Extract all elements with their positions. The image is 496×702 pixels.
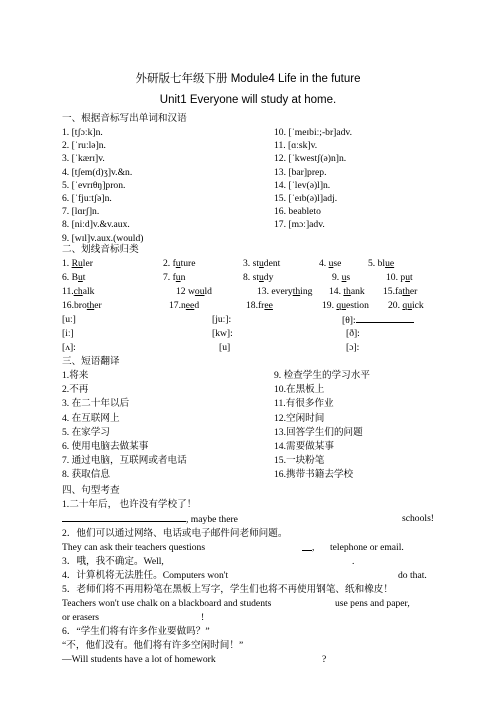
s2-word: 3. student bbox=[243, 258, 281, 269]
q6-english-end: ? bbox=[322, 654, 327, 665]
phonetic-item: 11. [ɑːsk]v. bbox=[274, 140, 318, 152]
section3-row bbox=[0, 454, 496, 468]
s2-word: 11.chalk bbox=[62, 286, 95, 297]
q2-chinese: 2．他们可以通过网络、电话或电子邮件问老师问题。 bbox=[62, 528, 288, 539]
phrase-item: 16.携带书籍去学校 bbox=[274, 469, 354, 481]
q4-row bbox=[0, 569, 496, 583]
section1-row bbox=[0, 205, 496, 219]
q6-english: —Will students have a lot of homework bbox=[62, 654, 216, 665]
s2-category: [ɔ]: bbox=[346, 342, 360, 353]
phrase-item: 7. 通过电脑，互联网或者电话 bbox=[62, 455, 187, 467]
q4-text: 4．计算机将无法胜任。Computers won't bbox=[62, 570, 229, 581]
phrase-item: 8. 获取信息 bbox=[62, 469, 110, 481]
section1-row bbox=[0, 152, 496, 166]
section3-row bbox=[0, 397, 496, 411]
phrase-item: 11.有很多作业 bbox=[274, 398, 334, 410]
q5-chinese: 5．老师们将不再用粉笔在黑板上写字，学生们也将不再使用钢笔、纸和橡皮！ bbox=[62, 584, 393, 595]
q5-english: Teachers won't use chalk on a blackboard and students bbox=[62, 598, 272, 609]
phrase-item: 2.不再 bbox=[62, 384, 89, 396]
q3-end: . bbox=[352, 556, 355, 567]
q5-english-end: ! bbox=[201, 612, 205, 623]
phonetic-item: 9. [wɪl]v.aux.(would) bbox=[62, 232, 144, 244]
s2-category: [iː] bbox=[62, 328, 74, 339]
page-title: 外研版七年级下册 Module4 Life in the future bbox=[135, 73, 361, 85]
phrase-item: 6. 使用电脑去做某事 bbox=[62, 441, 149, 452]
section1-heading: 一、根据音标写出单词和汉语 bbox=[62, 113, 187, 124]
s2-word-row bbox=[0, 271, 496, 285]
s2-category-row bbox=[0, 341, 496, 355]
section1-heading-row bbox=[0, 112, 496, 126]
s2-category-row bbox=[0, 313, 496, 327]
q5-en-row2 bbox=[0, 611, 496, 625]
section3-row bbox=[0, 440, 496, 454]
s2-word: 20. quick bbox=[388, 300, 424, 311]
q3-text: 3．哦，我不确定。Well, bbox=[62, 556, 164, 567]
s2-word: 7. fun bbox=[163, 272, 186, 283]
section4-heading: 四、句型考查 bbox=[62, 485, 120, 496]
section1-row bbox=[0, 166, 496, 180]
answer-blank[interactable] bbox=[302, 541, 315, 556]
s2-category: [ʌ]: bbox=[62, 342, 76, 353]
q6-en-row bbox=[0, 653, 496, 667]
s2-category: [kw]: bbox=[212, 328, 233, 339]
s2-category: [juː]: bbox=[212, 314, 232, 325]
phonetic-item: 1. [tʃɔːk]n. bbox=[62, 127, 103, 138]
q6-chinese-1: 6．“学生们将有许多作业要做吗？” bbox=[62, 626, 210, 637]
phonetic-item: 3. [ˈkærɪ]v. bbox=[62, 153, 105, 165]
q2-comma: , bbox=[312, 542, 315, 553]
s2-word: 16.brother bbox=[62, 300, 102, 311]
section1-row bbox=[0, 139, 496, 153]
q5-cn-row bbox=[0, 583, 496, 597]
section2-heading: 二、划线音标归类 bbox=[62, 244, 139, 255]
s2-word-row bbox=[0, 285, 496, 299]
q1-cn-row bbox=[0, 498, 496, 512]
s2-word: 18.free bbox=[246, 300, 273, 311]
s2-word-row bbox=[0, 299, 496, 313]
s2-word: 13. everything bbox=[257, 286, 313, 297]
q5-english-cont: or erasers bbox=[62, 612, 100, 623]
s2-category-row bbox=[0, 327, 496, 341]
phrase-item: 12.空闲时间 bbox=[274, 412, 325, 424]
s2-word-row bbox=[0, 257, 496, 271]
s2-category: [uː] bbox=[62, 314, 76, 325]
phrase-item: 3. 在二十年以后 bbox=[62, 398, 130, 410]
q6-chinese-2: “不，他们没有。他们将有许多空闲时间！” bbox=[62, 640, 244, 651]
section1-row bbox=[0, 179, 496, 193]
phonetic-item: 12. [ˈkwestʃ(ə)n]n. bbox=[274, 153, 347, 165]
section3-row bbox=[0, 426, 496, 440]
section3-heading-row bbox=[0, 355, 496, 369]
s2-word: 14. thank bbox=[329, 286, 365, 297]
s2-word: 5. blue bbox=[368, 258, 395, 269]
phonetic-item: 4. [tʃem(d)ʒ]v.&n. bbox=[62, 166, 133, 178]
phonetic-item: 10. [ˈmeɪbiː;-br]adv. bbox=[274, 127, 352, 138]
q2-cn-row bbox=[0, 527, 496, 541]
s2-word: 8. study bbox=[243, 272, 274, 283]
phonetic-item: 2. [ˈruːlə]n. bbox=[62, 140, 106, 152]
section3-row bbox=[0, 383, 496, 397]
phrase-item: 4. 在互联网上 bbox=[62, 412, 120, 424]
phrase-item: 1.将来 bbox=[62, 370, 89, 381]
q5-english-mid: use pens and paper, bbox=[335, 598, 410, 609]
s2-word: 15.father bbox=[383, 286, 418, 297]
phrase-item: 10.在黑板上 bbox=[274, 384, 325, 396]
phonetic-item: 5. [ˈevrɪθŋ]pron. bbox=[62, 179, 126, 191]
q2-english: They can ask their teachers questions bbox=[62, 542, 206, 553]
phonetic-item: 8. [niːd]v.&v.aux. bbox=[62, 219, 130, 231]
phonetic-item: 15. [ˈeɪb(ə)l]adj. bbox=[274, 193, 338, 204]
section1-row bbox=[0, 192, 496, 206]
q2-en-row bbox=[0, 541, 496, 555]
phrase-item: 15.一块粉笔 bbox=[274, 455, 325, 467]
section3-heading: 三、短语翻译 bbox=[62, 356, 120, 367]
page-subtitle: Unit1 Everyone will study at home. bbox=[159, 94, 337, 106]
phonetic-item: 13. [bar]prep. bbox=[274, 166, 327, 178]
q6-cn-row bbox=[0, 625, 496, 639]
s2-word: 19. question bbox=[322, 300, 369, 311]
q1-chinese: 1.二十年后， 也许没有学校了！ bbox=[62, 499, 197, 510]
section3-row bbox=[0, 369, 496, 383]
s2-word: 12 would bbox=[176, 286, 212, 297]
phrase-item: 14.需要做某事 bbox=[274, 441, 334, 452]
s2-category: [u] bbox=[219, 342, 231, 353]
s2-word: 2. future bbox=[163, 258, 196, 269]
s2-category: [ð]: bbox=[346, 328, 360, 339]
section3-row bbox=[0, 468, 496, 482]
q1-english: , maybe there bbox=[62, 512, 238, 527]
s2-word: 17.need bbox=[169, 300, 200, 311]
phonetic-item: 14. [ˈlev(ə)l]n. bbox=[274, 179, 331, 191]
s2-word: 1. Ruler bbox=[62, 258, 93, 269]
section1-row bbox=[0, 126, 496, 140]
q4-end: do that. bbox=[398, 570, 427, 581]
q1-english-end: schools! bbox=[402, 513, 434, 524]
answer-blank[interactable] bbox=[62, 512, 186, 522]
q6-cn-row2 bbox=[0, 639, 496, 653]
phonetic-item: 6. [ˈfjuːtʃə]n. bbox=[62, 193, 112, 204]
section1-row bbox=[0, 218, 496, 232]
phonetic-item: 7. [lɑrʃ]n. bbox=[62, 206, 100, 218]
s2-category: [θ]: bbox=[342, 313, 414, 328]
s2-word: 6. But bbox=[62, 272, 86, 283]
phrase-item: 13.回答学生们的问题 bbox=[274, 426, 363, 438]
phrase-item: 9. 检查学生的学习水平 bbox=[274, 370, 370, 381]
answer-blank[interactable] bbox=[356, 313, 414, 323]
phonetic-item: 17. [mɔː]adv. bbox=[274, 219, 325, 231]
s2-word: 10. put bbox=[386, 272, 413, 283]
section2-heading-row bbox=[0, 243, 496, 257]
q3-row bbox=[0, 555, 496, 569]
section4-heading-row bbox=[0, 484, 496, 498]
section3-row bbox=[0, 412, 496, 426]
q5-en-row bbox=[0, 597, 496, 611]
q2-english-end: telephone or email. bbox=[330, 542, 404, 553]
s2-word: 9. us bbox=[332, 272, 351, 283]
q1-en-row bbox=[0, 512, 496, 526]
phonetic-item: 16. beableto bbox=[274, 206, 321, 218]
phrase-item: 5. 在家学习 bbox=[62, 426, 110, 438]
s2-word: 4. use bbox=[319, 258, 342, 269]
